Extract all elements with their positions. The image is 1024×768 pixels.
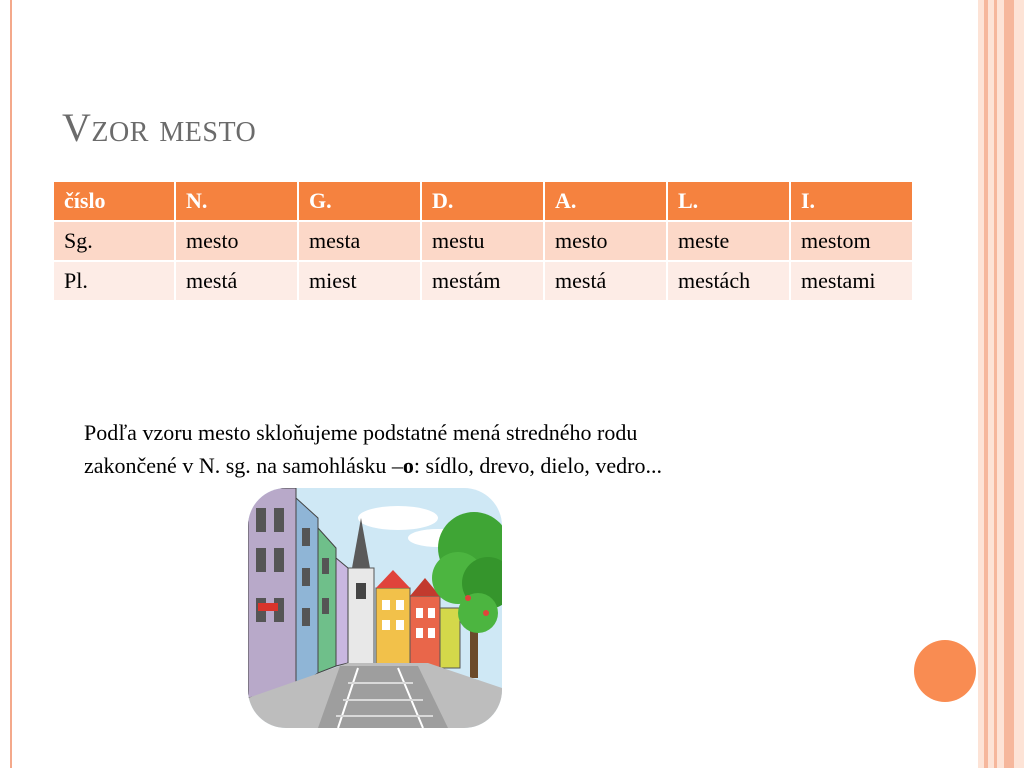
table-cell: mestá: [544, 261, 667, 301]
description-text: [84, 416, 864, 482]
header-cell: N.: [175, 181, 298, 221]
table-cell: mestám: [421, 261, 544, 301]
table-cell: Pl.: [53, 261, 175, 301]
description-ending-bold: o: [402, 453, 414, 478]
description-line-2-prefix: zakončené v N. sg. na samohlásku –: [84, 453, 403, 478]
description-line-2-suffix: : sídlo, drevo, dielo, vedro...: [413, 453, 662, 478]
header-cell: I.: [790, 181, 913, 221]
table-cell: Sg.: [53, 221, 175, 261]
table-cell: mestách: [667, 261, 790, 301]
description-line-2: [84, 449, 864, 482]
table-row-plural: [53, 261, 913, 301]
table-cell: miest: [298, 261, 421, 301]
table-cell: mesta: [298, 221, 421, 261]
table-header-row: [53, 181, 913, 221]
table-cell: meste: [667, 221, 790, 261]
header-cell: A.: [544, 181, 667, 221]
table-cell: mestom: [790, 221, 913, 261]
header-cell: L.: [667, 181, 790, 221]
left-accent-line: [10, 0, 12, 768]
table-cell: mestami: [790, 261, 913, 301]
table-cell: mestu: [421, 221, 544, 261]
town-street-illustration: [248, 488, 502, 728]
table-row-singular: [53, 221, 913, 261]
header-cell: číslo: [53, 181, 175, 221]
accent-circle: [914, 640, 976, 702]
table-cell: mestá: [175, 261, 298, 301]
slide-title: Vzor mesto: [62, 105, 257, 150]
description-line-1: Podľa vzoru mesto skloňujeme podstatné mená stredného rodu: [84, 420, 638, 445]
header-cell: D.: [421, 181, 544, 221]
declension-table: [52, 180, 914, 302]
header-cell: G.: [298, 181, 421, 221]
table-cell: mesto: [175, 221, 298, 261]
right-decorative-stripes: [978, 0, 1024, 768]
table-cell: mesto: [544, 221, 667, 261]
